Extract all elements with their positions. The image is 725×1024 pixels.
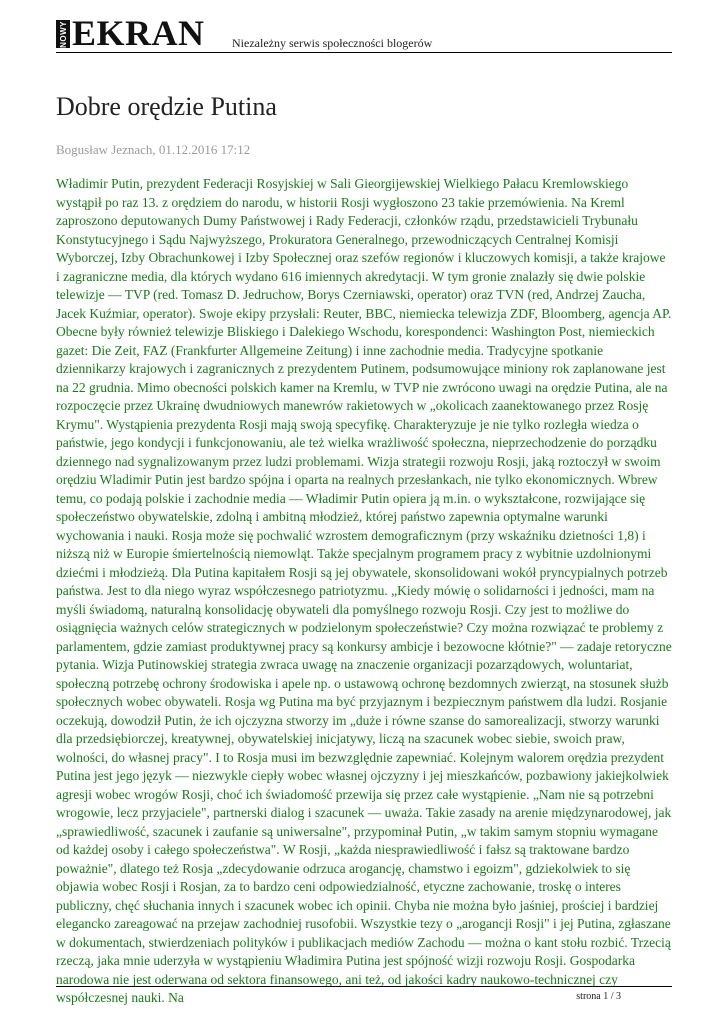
site-tagline: Niezależny serwis społeczności blogerów — [232, 36, 433, 50]
logo-badge — [56, 20, 70, 48]
page-number: strona 1 / 3 — [576, 991, 621, 1002]
article-title: Dobre orędzie Putina — [56, 92, 277, 121]
site-logo[interactable] — [56, 14, 205, 52]
site-header — [56, 14, 672, 53]
logo-prefix: NOWY — [58, 20, 68, 48]
logo-word: EKRAN — [72, 13, 205, 53]
footer-divider — [56, 986, 672, 987]
article-byline: Bogusław Jeznach, 01.12.2016 17:12 — [56, 142, 251, 157]
article-body: Władimir Putin, prezydent Federacji Rosyjskiej w Sali Gieorgijewskiej Wielkiego Pałacu Kremlowskiego wystąpił po raz 13. z orędziem do narodu, w historii Rosji wygłoszono 23 takie przemówienia. Na Kreml zaproszono deputowanych Dumy Państwowej i Rady Federacji, członków rządu, przedstawicieli Trybunału Konstytucyjnego i Sądu Najwyższego, Prokuratora Generalnego, przewodniczących Centralnej Komisji Wyborczej, Izby Obrachunkowej i Izby Społecznej oraz szefów regionów i kluczowych komisji, a także krajowe i zagraniczne media, dla których wydano 616 imiennych akredytacji. W tym gronie znalazły się dwie polskie telewizje — TVP (red. Tomasz D. Jedruchow, Borys Czerniawski, operator) oraz TVN (red, Andrzej Zaucha, Jacek Kuźmiar, operator). Swoje ekipy przysłali: Reuter, BBC, niemiecka telewizja ZDF, Bloomberg, agencja AP. Obecne były również telewizje Bliskiego i Dalekiego Wschodu, korespondenci: Washington Post, niemieckich gazet: Die Zeit, FAZ (Frankfurter Allgemeine Zeitung) i inne zachodnie media. Tradycyjne spotkanie dziennikarzy krajowych i zagranicznych z prezydentem Putinem, podsumowujące miniony rok zaplanowane jest na 22 grudnia. Mimo obecności polskich kamer na Kremlu, w TVP nie zwrócono uwagi na orędzie Putina, ale na rozpoczęcie przez Ukrainę dwudniowych manewrów rakietowych w „okolicach zaanektowanego przez Rosję Krymu". Wystąpienia prezydenta Rosji mają swoją specyfikę. Charakteryzuje je nie tylko rozległa wiedza o państwie, jego kondycji i funkcjonowaniu, ale też wielka wrażliwość społeczna, nieprzechodzenie do porządku dziennego nad sygnalizowanym przez ludzi problemami. Wizja strategii rozwoju Rosji, jaką roztoczył w swoim orędziu Wladimir Putin jest bardzo spójna i oparta na realnych przesłankach, nie tylko ekonomicznych. Wbrew temu, co podają polskie i zachodnie media — Władimir Putin opiera ją m.in. o wykształcone, rozwijające się społeczeństwo obywatelskie, zdolną i ambitną młodzież, której państwo zapewnia optymalne warunki wychowania i nauki. Rosja może się pochwalić wzrostem demograficznym (przy wskaźniku dzietności 1,8) i niższą niż w Europie śmiertelnością niemowląt. Także specjalnym programem pracy z wybitnie uzdolnionymi dziećmi i młodzieżą. Dla Putina kapitałem Rosji są jej obywatele, skonsolidowani wokół pryncypialnych potrzeb państwa. Jest to dla niego wyraz współczesnego patriotyzmu. „Kiedy mówię o solidarności i jedności, mam na myśli świadomą, naturalną konsolidację obywateli dla pomyślnego rozwoju Rosji. Czy jest to możliwe do osiągnięcia ważnych celów strategicznych w podzielonym społeczeństwie? Czy można rozwiązać te problemy z parlamentem, gdzie zamiast produktywnej pracy są konkursy ambicje i bezowocne kłótnie?" — zadaje retoryczne pytania. Wizja Putinowskiej strategia zwraca uwagę na znaczenie organizacji pozarządowych, woluntariat, społeczną potrzebę ochrony środowiska i apele np. o ustawową ochronę bezdomnych zwierząt, na stosunek służb społecznych wobec obywateli. Rosja wg Putina ma być przyjaznym i bezpiecznym państwem dla ludzi. Rosjanie oczekują, dowodził Putin, że ich ojczyzna stworzy im „duże i równe szanse do samorealizacji, stworzy warunki dla przedsiębiorczej, kreatywnej, obywatelskiej inicjatywy, liczą na szacunek wobec siebie, swoich praw, wolności, do własnej pracy". I to Rosja musi im bezwzględnie zapewniać. Kolejnym walorem orędzia prezydent Putina jest jego język — niezwykle ciepły wobec własnej ojczyzny i jej mieszkańców, pozbawiony jakiejkolwiek agresji wobec wrogów Rosji, choć ich świadomość przewija się przez całe wystąpienie. „Nam nie są potrzebni wrogowie, lecz przyjaciele", partnerski dialog i szacunek — uważa. Takie zasady na arenie międzynarodowej, jak „sprawiedliwość, szacunek i zaufanie są uniwersalne", przypominał Putin, „w takim samym stopniu wymagane od każdej osoby i całego społeczeństwa". W Rosji, „każda niesprawiedliwość i fałsz są traktowane bardzo poważnie", dlatego też Rosja „zdecydowanie odrzuca arogancję, chamstwo i egoizm", gdziekolwiek to się objawia wobec Rosji i Rosjan, za to bardzo ceni odpowiedzialność, etyczne zachowanie, troskę o interes publiczny, chęć słuchania innych i szacunek wobec ich opinii. Chyba nie można było jaśniej, prościej i bardziej elegancko zareagować na przejaw zachodniej rusofobii. Wszystkie tezy o „arogancji Rosji" i jej Putina, zgłaszane w dokumentach, stwierdzeniach polityków i publikacjach mediów Zachodu — można o kant stołu rozbić. Trzecią rzeczą, jaka mnie uderzyła w wystąpieniu Władimira Putina jest spójność wizji rozwoju Rosji. Gospodarka narodowa nie jest oderwana od sektora finansowego, ani też, od jakości kadry naukowo-technicznej czy współczesnej nauki. Na — [56, 176, 672, 1005]
